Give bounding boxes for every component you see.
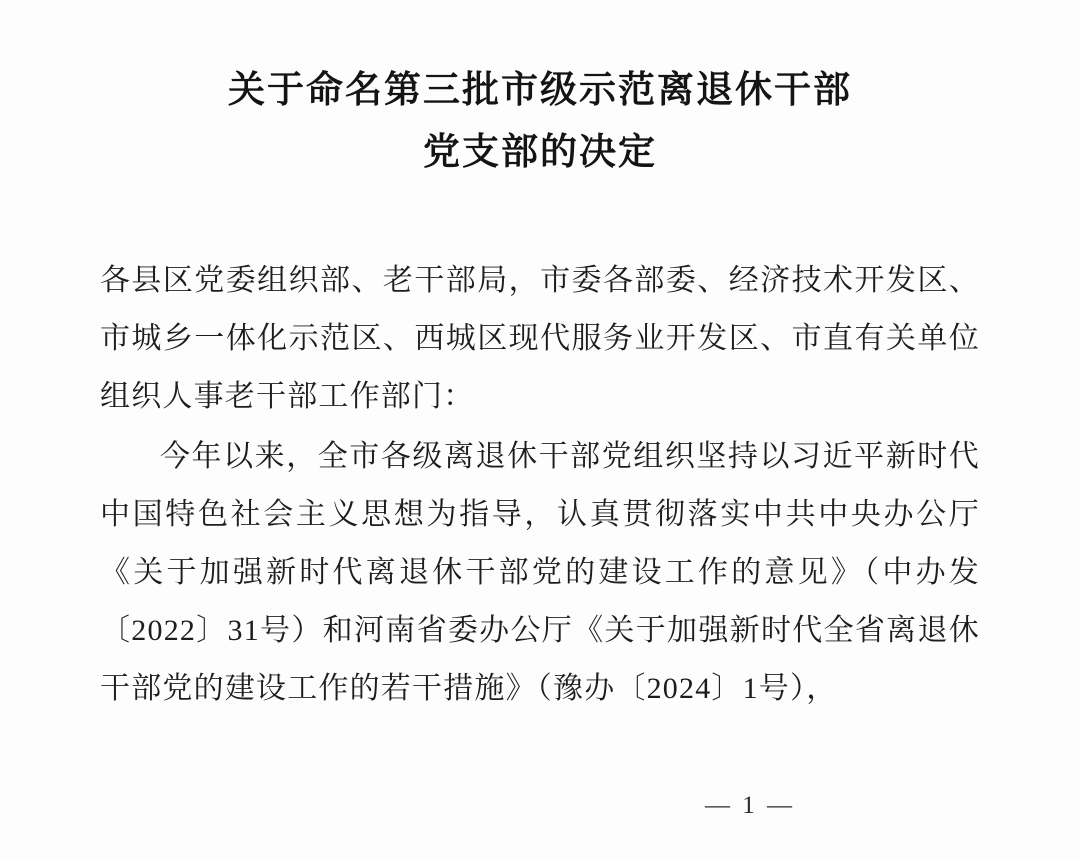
title-line-1: 关于命名第三批市级示范离退休干部	[228, 67, 852, 111]
document-title	[100, 58, 980, 182]
page-number: — 1 —	[705, 792, 795, 819]
document-body	[100, 0, 980, 862]
addressee-block: 各县区党委组织部、老干部局，市委各部委、经济技术开发区、市城乡一体化示范区、西城区现代服务业开发区、市直有关单位组织人事老干部工作部门：	[100, 264, 980, 413]
title-line-2: 党支部的决定	[423, 129, 657, 173]
body-paragraph-1: 今年以来，全市各级离退休干部党组织坚持以习近平新时代中国特色社会主义思想为指导，认真贯彻落实中共中央办公厅《关于加强新时代离退休干部党的建设工作的意见》（中办发〔2022〕31号）和河南省委办公厅《关于加强新时代全省离退休干部党的建设工作的若干措施》（豫办〔2024〕1号），	[100, 440, 980, 705]
